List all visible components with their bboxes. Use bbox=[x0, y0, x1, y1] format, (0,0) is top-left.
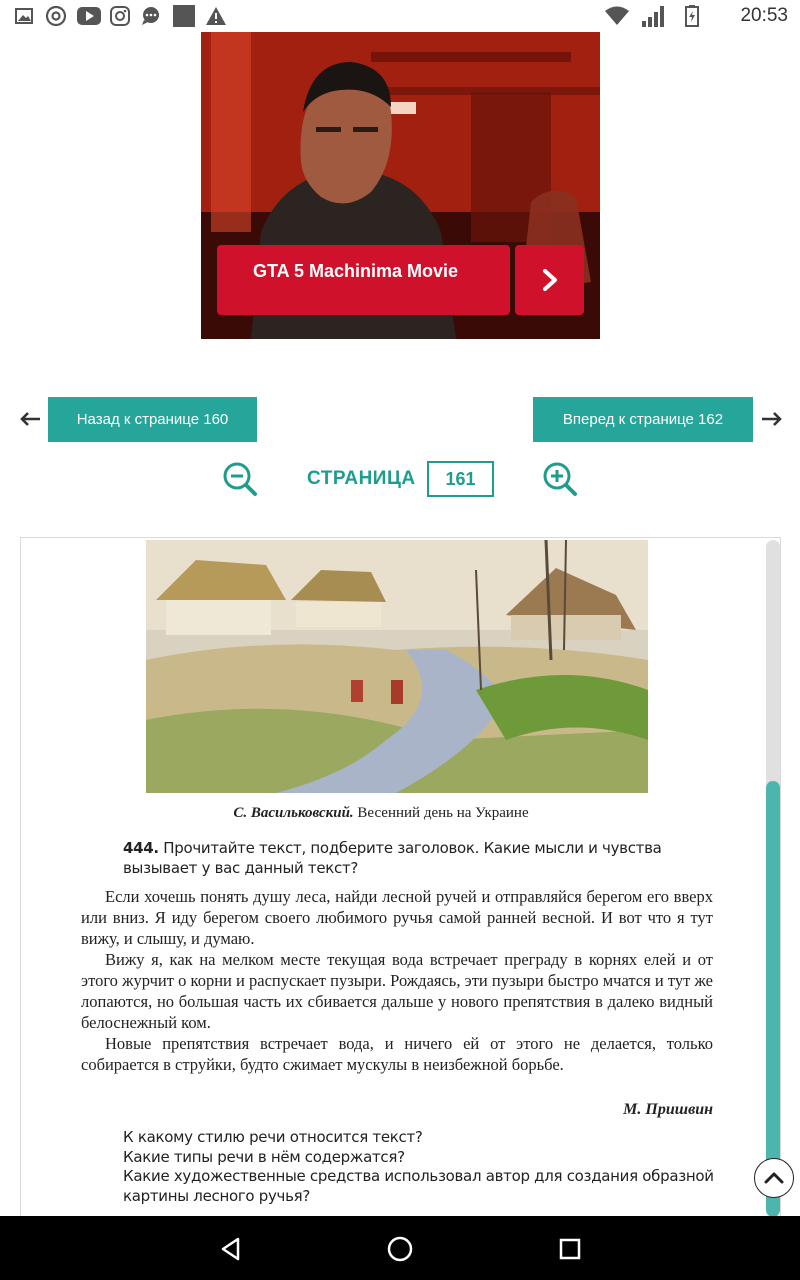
next-page-button[interactable]: Вперед к странице 162 bbox=[533, 397, 753, 442]
arrow-right-icon[interactable] bbox=[760, 410, 782, 428]
painting-caption bbox=[21, 805, 741, 822]
page-viewer[interactable] bbox=[20, 537, 781, 1217]
arrow-left-icon[interactable] bbox=[20, 410, 42, 428]
paragraph: Если хочешь понять душу леса, найди лесной ручей и отправляйся берегом его вверх или вниз. Я иду берегом своего любимого ручья самой ранней весной. И вот что я тут вижу, и слышу, и думаю. bbox=[81, 887, 713, 948]
painting-image bbox=[146, 540, 648, 793]
task-text bbox=[123, 838, 718, 878]
author-signature: М. Пришвин bbox=[623, 1101, 713, 1118]
ad-title-button[interactable]: GTA 5 Machinima Movie bbox=[217, 245, 510, 315]
chat-icon bbox=[141, 6, 163, 26]
wifi-icon bbox=[604, 6, 630, 26]
page-number-input[interactable]: 161 bbox=[427, 461, 494, 497]
at-icon bbox=[45, 6, 67, 26]
battery-icon bbox=[684, 6, 700, 26]
task-number: 444. bbox=[123, 839, 159, 857]
caption-author: С. Васильковский. bbox=[233, 805, 354, 821]
caption-title: Весенний день на Украине bbox=[357, 805, 529, 821]
ad-next-button[interactable] bbox=[515, 245, 584, 315]
question: Какие типы речи в нём содержатся? bbox=[123, 1147, 405, 1166]
back-triangle-icon bbox=[218, 1236, 244, 1262]
youtube-icon bbox=[77, 6, 101, 26]
questions-list bbox=[123, 1128, 718, 1206]
prose-text bbox=[81, 886, 713, 1075]
scroll-to-top-button[interactable] bbox=[754, 1158, 794, 1198]
scrollbar-thumb[interactable] bbox=[766, 781, 780, 1217]
zoom-in-icon[interactable] bbox=[542, 461, 578, 497]
recents-square-icon bbox=[557, 1236, 583, 1262]
image-icon bbox=[14, 6, 34, 26]
instagram-icon bbox=[110, 6, 130, 26]
chevron-right-icon bbox=[540, 267, 560, 293]
clock: 20:53 bbox=[740, 5, 788, 26]
chevron-up-icon bbox=[763, 1171, 785, 1185]
paragraph: Новые препятствия встречает вода, и ничего ей от этого не делается, только собирается в струйки, будто сжимает мускулы в неизбежной борьбе. bbox=[81, 1034, 713, 1074]
home-circle-icon bbox=[386, 1235, 414, 1263]
ad-banner[interactable] bbox=[201, 32, 600, 339]
signal-icon bbox=[640, 6, 666, 26]
question: К какому стилю речи относится текст? bbox=[123, 1128, 423, 1146]
home-button[interactable] bbox=[385, 1234, 415, 1264]
zoom-out-icon[interactable] bbox=[222, 461, 258, 497]
square-icon bbox=[173, 6, 195, 26]
page-label: СТРАНИЦА bbox=[307, 468, 416, 489]
recents-button[interactable] bbox=[555, 1234, 585, 1264]
status-bar bbox=[0, 0, 800, 32]
paragraph: Вижу я, как на мелком месте текущая вода встречает преграду в корнях елей и от этого журчит о корни и распускает пузыри. Рождаясь, эти пузыри быстро мчатся и тут же лопаются, но большая часть их сбивается дальше у нового препятствия в далеко видный белоснежный ком. bbox=[81, 950, 713, 1032]
question: Какие художественные средства использовал автор для создания образной картины лесного ручья? bbox=[123, 1167, 714, 1205]
warning-icon bbox=[205, 6, 227, 26]
task-instructions: Прочитайте текст, подберите заголовок. Какие мысли и чувства вызывает у вас данный текст? bbox=[123, 839, 662, 877]
prev-page-button[interactable]: Назад к странице 160 bbox=[48, 397, 257, 442]
system-nav-bar bbox=[0, 1216, 800, 1280]
back-button[interactable] bbox=[216, 1234, 246, 1264]
